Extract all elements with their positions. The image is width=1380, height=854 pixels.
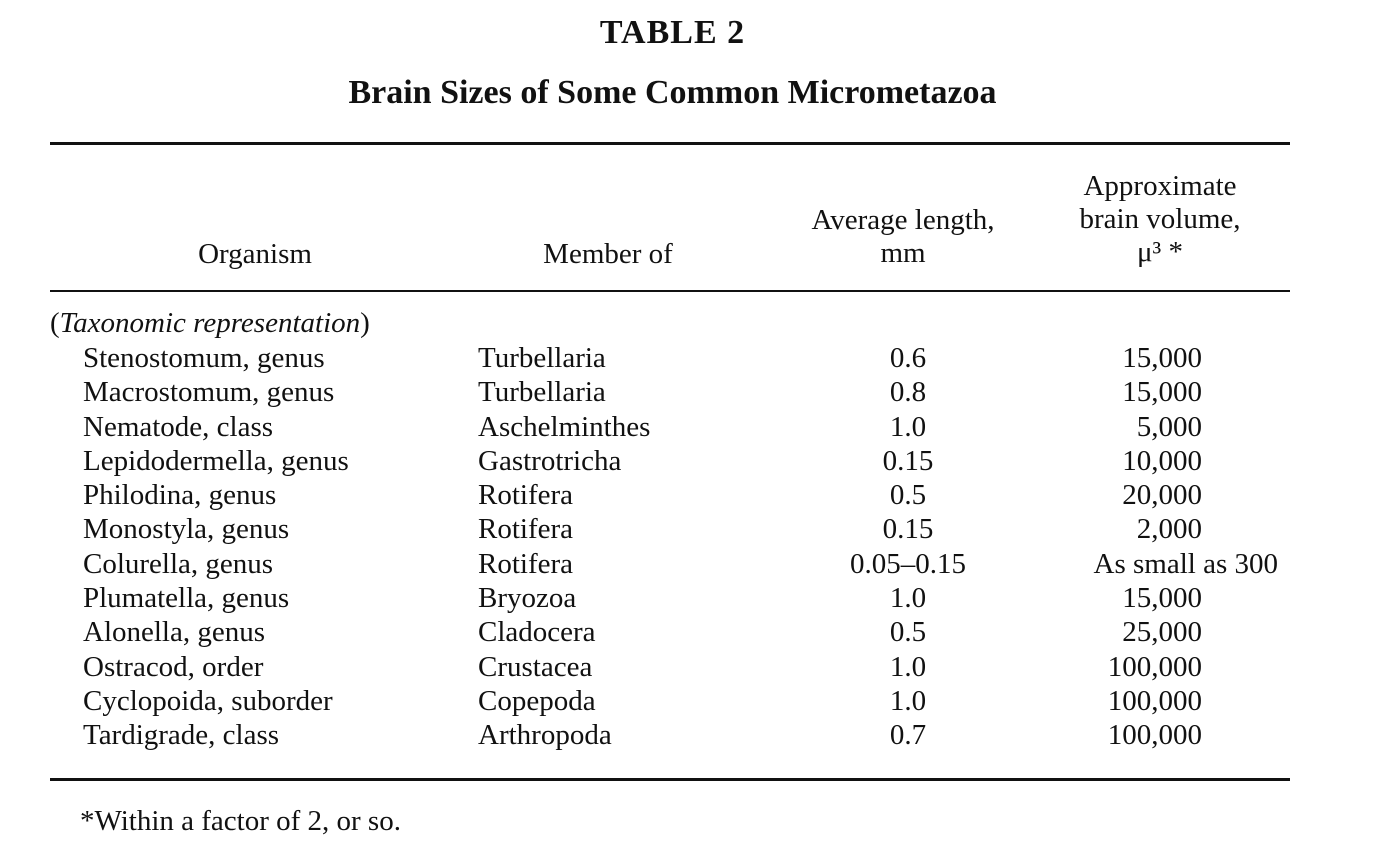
cell-length: 0.5	[889, 616, 927, 649]
cell-length: 0.15	[882, 444, 934, 477]
cell-volume: 2,000	[1136, 513, 1202, 546]
column-header-member-of	[498, 238, 718, 271]
cell-length: 0.7	[889, 719, 927, 752]
cell-member-of: Gastrotricha	[478, 444, 622, 477]
cell-organism: Macrostomum, genus	[83, 376, 335, 409]
cell-volume: 100,000	[1107, 650, 1202, 683]
cell-member-of: Arthropoda	[478, 719, 612, 752]
cell-organism: Philodina, genus	[83, 479, 277, 512]
cell-volume: 25,000	[1122, 616, 1202, 649]
cell-length: 0.05–0.15	[850, 547, 966, 580]
cell-length: 0.8	[889, 376, 927, 409]
cell-length: 0.5	[889, 479, 927, 512]
table-row	[0, 444, 1380, 478]
cell-organism: Monostyla, genus	[83, 513, 290, 546]
cell-volume: 100,000	[1107, 719, 1202, 752]
cell-organism: Nematode, class	[83, 410, 274, 443]
cell-member-of: Crustacea	[478, 650, 593, 683]
cell-organism: Cyclopoida, suborder	[83, 684, 333, 717]
column-header-length	[783, 204, 1023, 270]
table-row	[0, 718, 1380, 752]
group-label	[50, 307, 370, 340]
cell-volume: 15,000	[1122, 582, 1202, 615]
table-label: TABLE 2	[599, 14, 746, 51]
table-row	[0, 615, 1380, 649]
table-row	[0, 512, 1380, 546]
column-header-volume-line1: Approximate	[1083, 170, 1237, 202]
column-header-organism-label: Organism	[198, 238, 312, 270]
cell-organism: Lepidodermella, genus	[83, 444, 349, 477]
column-header-volume	[1040, 170, 1280, 269]
group-close-paren: )	[360, 307, 370, 339]
column-header-volume-line3: μ³ *	[1137, 236, 1183, 268]
table-row	[0, 341, 1380, 375]
cell-volume: 10,000	[1122, 444, 1202, 477]
cell-member-of: Rotifera	[478, 479, 574, 512]
cell-member-of: Bryozoa	[478, 582, 577, 615]
cell-organism: Stenostomum, genus	[83, 342, 325, 374]
cell-length: 1.0	[889, 582, 927, 615]
cell-length: 1.0	[889, 410, 927, 443]
cell-organism: Ostracod, order	[83, 650, 264, 683]
table-row	[0, 684, 1380, 718]
cell-member-of: Turbellaria	[478, 376, 606, 409]
cell-length: 0.15	[882, 513, 934, 546]
cell-volume: 5,000	[1136, 410, 1202, 443]
column-header-volume-line2: brain volume,	[1079, 203, 1241, 235]
cell-length: 1.0	[889, 684, 927, 717]
cell-member-of: Cladocera	[478, 616, 596, 649]
top-rule	[50, 142, 1290, 145]
cell-volume: As small as 300	[1093, 547, 1278, 580]
cell-member-of: Rotifera	[478, 547, 574, 580]
cell-length: 1.0	[889, 650, 927, 683]
table-row	[0, 375, 1380, 409]
table-row	[0, 478, 1380, 512]
column-header-organism	[140, 238, 370, 271]
column-header-length-line1: Average length,	[811, 204, 995, 236]
bottom-rule	[50, 778, 1290, 781]
cell-member-of: Copepoda	[478, 684, 596, 717]
group-open-paren: (	[50, 307, 60, 339]
cell-organism: Alonella, genus	[83, 616, 266, 649]
cell-length: 0.6	[889, 342, 927, 374]
table-body	[0, 341, 1380, 753]
table-row	[0, 547, 1380, 581]
header-rule	[50, 290, 1290, 292]
cell-member-of: Rotifera	[478, 513, 574, 546]
cell-member-of: Turbellaria	[478, 342, 606, 374]
cell-organism: Colurella, genus	[83, 547, 274, 580]
cell-organism: Tardigrade, class	[83, 719, 280, 752]
cell-volume: 15,000	[1122, 342, 1202, 374]
cell-volume: 15,000	[1122, 376, 1202, 409]
table-row	[0, 650, 1380, 684]
table-title: Brain Sizes of Some Common Micrometazoa	[348, 74, 997, 111]
cell-volume: 20,000	[1122, 479, 1202, 512]
cell-member-of: Aschelminthes	[478, 410, 651, 443]
footnote: *Within a factor of 2, or so.	[80, 805, 401, 837]
cell-volume: 100,000	[1107, 684, 1202, 717]
column-header-length-line2: mm	[880, 237, 926, 269]
table-row	[0, 410, 1380, 444]
table-row	[0, 581, 1380, 615]
cell-organism: Plumatella, genus	[83, 582, 290, 615]
column-header-member-of-label: Member of	[543, 238, 673, 270]
group-label-text: Taxonomic representation	[59, 307, 361, 339]
